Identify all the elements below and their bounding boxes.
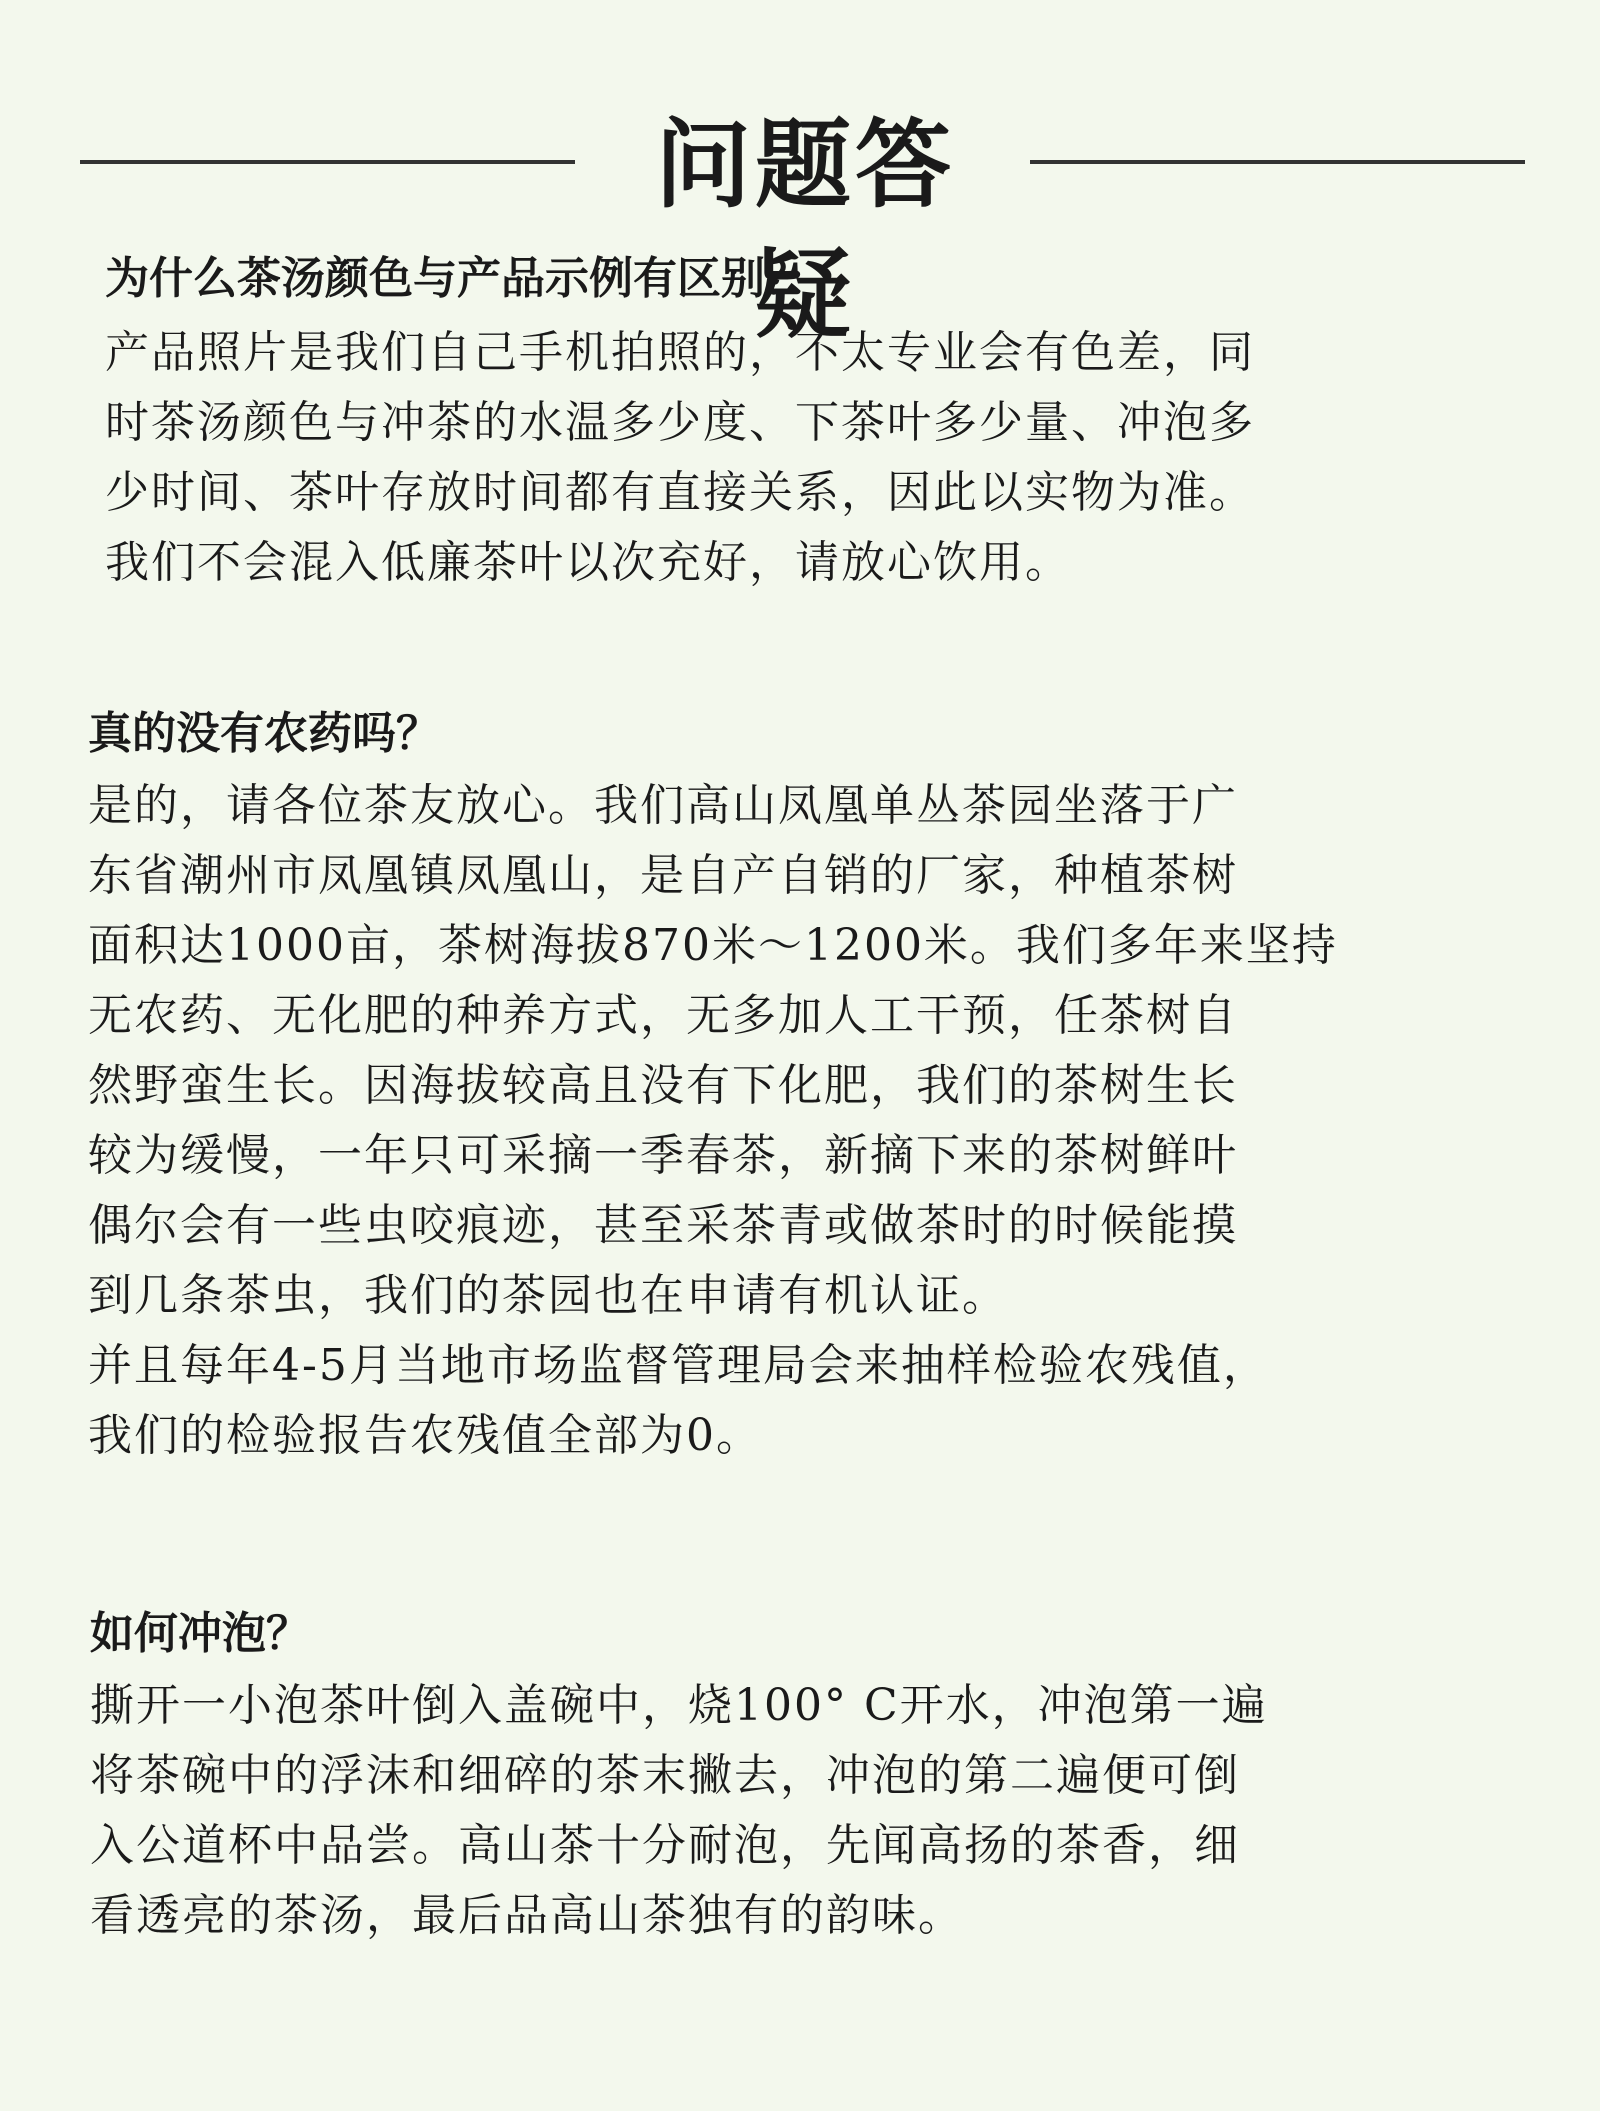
faq-item-brewing xyxy=(90,1605,1510,1951)
answer-line: 将茶碗中的浮沫和细碎的茶末撇去，冲泡的第二遍便可倒 xyxy=(90,1750,1240,1801)
header-divider-right xyxy=(1030,160,1525,164)
answer-line: 无农药、无化肥的种养方式，无多加人工干预，任茶树自 xyxy=(88,990,1238,1041)
answer-line: 偶尔会有一些虫咬痕迹，甚至采茶青或做茶时的时候能摸 xyxy=(88,1200,1238,1251)
faq-answer xyxy=(90,1671,1510,1951)
answer-line: 然野蛮生长。因海拔较高且没有下化肥，我们的茶树生长 xyxy=(88,1060,1238,1111)
answer-line: 少时间、茶叶存放时间都有直接关系，因此以实物为准。 xyxy=(105,467,1255,518)
answer-line: 撕开一小泡茶叶倒入盖碗中，烧100° C开水，冲泡第一遍 xyxy=(90,1680,1268,1731)
faq-answer xyxy=(105,318,1525,598)
answer-line: 面积达1000亩，茶树海拔870米～1200米。我们多年来坚持 xyxy=(88,920,1338,971)
answer-line: 时茶汤颜色与冲茶的水温多少度、下茶叶多少量、冲泡多 xyxy=(105,397,1255,448)
faq-question: 真的没有农药吗？ xyxy=(88,708,440,759)
answer-line: 较为缓慢，一年只可采摘一季春茶，新摘下来的茶树鲜叶 xyxy=(88,1130,1238,1181)
answer-line: 我们不会混入低廉茶叶以次充好，请放心饮用。 xyxy=(105,537,1071,588)
faq-item-soup-color xyxy=(105,250,1525,598)
answer-line: 东省潮州市凤凰镇凤凰山，是自产自销的厂家，种植茶树 xyxy=(88,850,1238,901)
faq-item-pesticides xyxy=(88,705,1508,1471)
header-divider-left xyxy=(80,160,575,164)
answer-line: 看透亮的茶汤，最后品高山茶独有的韵味。 xyxy=(90,1890,964,1941)
page-title: 问题答疑 xyxy=(655,108,955,351)
faq-answer xyxy=(88,771,1508,1471)
answer-line: 产品照片是我们自己手机拍照的，不太专业会有色差，同 xyxy=(105,327,1255,378)
answer-line: 入公道杯中品尝。高山茶十分耐泡，先闻高扬的茶香，细 xyxy=(90,1820,1240,1871)
faq-question: 如何冲泡？ xyxy=(90,1608,310,1659)
faq-question: 为什么茶汤颜色与产品示例有区别？ xyxy=(105,253,809,304)
answer-line: 我们的检验报告农残值全部为0。 xyxy=(88,1410,762,1461)
answer-line: 并且每年4-5月当地市场监督管理局会来抽样检验农残值， xyxy=(88,1340,1269,1391)
answer-line: 是的，请各位茶友放心。我们高山凤凰单丛茶园坐落于广 xyxy=(88,780,1238,831)
answer-line: 到几条茶虫，我们的茶园也在申请有机认证。 xyxy=(88,1270,1008,1321)
